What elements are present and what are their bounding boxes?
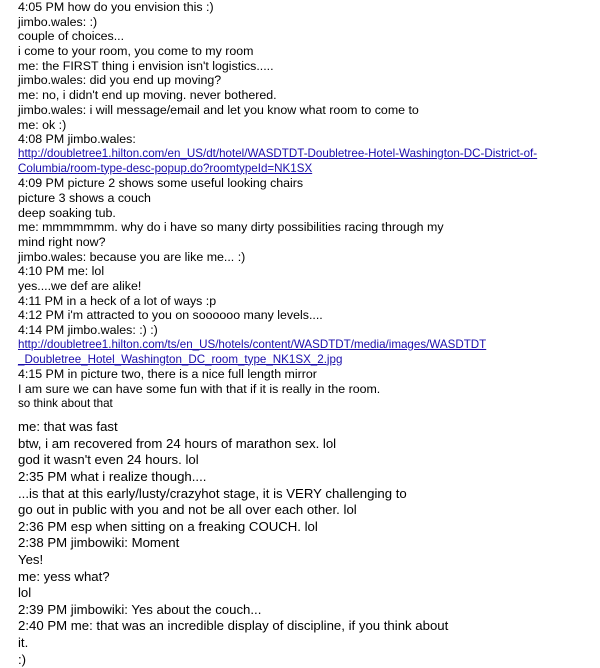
chat-line: I am sure we can have some fun with that if it is really in the room. bbox=[18, 381, 381, 396]
chat-line: ...is that at this early/lusty/crazyhot stage, it is VERY challenging to bbox=[18, 485, 407, 501]
chat-line-link bbox=[18, 338, 596, 353]
chat-transcript bbox=[18, 0, 596, 668]
chat-line-link bbox=[18, 162, 596, 177]
hotel-room-link-continued[interactable]: Columbia/room-type-desc-popup.do?roomtypeId=NK1SX bbox=[18, 161, 313, 175]
chat-line: 4:08 PM jimbo.wales: bbox=[18, 132, 136, 147]
chat-line: me: that was fast bbox=[18, 419, 118, 435]
chat-line: jimbo.wales: :) bbox=[18, 14, 98, 29]
chat-line: deep soaking tub. bbox=[18, 205, 116, 220]
chat-line: jimbo.wales: did you end up moving? bbox=[18, 73, 222, 88]
chat-line: jimbo.wales: i will message/email and let you know what room to come to bbox=[18, 102, 419, 117]
chat-line: 4:14 PM jimbo.wales: :) :) bbox=[18, 323, 158, 338]
chat-line: 2:35 PM what i realize though.... bbox=[18, 469, 207, 485]
chat-line: me: mmmmmmm. why do i have so many dirty possibilities racing through my bbox=[18, 220, 444, 235]
chat-line-link bbox=[18, 353, 596, 368]
hotel-image-link[interactable]: http://doubletree1.hilton.com/ts/en_US/hotels/content/WASDTDT/media/images/WASDTDT bbox=[18, 337, 487, 351]
hotel-room-link[interactable]: http://doubletree1.hilton.com/en_US/dt/hotel/WASDTDT-Doubletree-Hotel-Washington-DC-District-of- bbox=[18, 146, 538, 160]
chat-log-section-2 bbox=[18, 419, 596, 668]
chat-line: 4:12 PM i'm attracted to you on soooooo many levels.... bbox=[18, 308, 323, 323]
hotel-image-link-continued[interactable]: _Doubletree_Hotel_Washington_DC_room_type_NK1SX_2.jpg bbox=[18, 352, 343, 366]
chat-line: 2:40 PM me: that was an incredible display of discipline, if you think about bbox=[18, 618, 449, 634]
chat-line: 4:15 PM in picture two, there is a nice full length mirror bbox=[18, 367, 317, 382]
chat-line: god it wasn't even 24 hours. lol bbox=[18, 452, 199, 468]
chat-line: so think about that bbox=[18, 396, 113, 410]
chat-line: picture 3 shows a couch bbox=[18, 190, 151, 205]
chat-line: mind right now? bbox=[18, 235, 106, 249]
chat-log-section-1 bbox=[18, 0, 596, 411]
chat-line: me: no, i didn't end up moving. never bothered. bbox=[18, 88, 277, 103]
chat-line: :) bbox=[18, 651, 27, 667]
chat-line: me: the FIRST thing i envision isn't logistics..... bbox=[18, 58, 274, 73]
chat-line: it. bbox=[18, 634, 29, 650]
chat-line: i come to your room, you come to my room bbox=[18, 44, 254, 59]
chat-line: 2:39 PM jimbowiki: Yes about the couch... bbox=[18, 601, 262, 617]
chat-line: Yes! bbox=[18, 552, 44, 567]
chat-line: yes....we def are alike! bbox=[18, 279, 142, 294]
chat-line: me: yess what? bbox=[18, 568, 110, 584]
chat-line: 4:05 PM how do you envision this :) bbox=[18, 0, 214, 14]
chat-line: go out in public with you and not be all over each other. lol bbox=[18, 502, 357, 518]
chat-line: 4:11 PM in a heck of a lot of ways :p bbox=[18, 293, 217, 308]
chat-line: btw, i am recovered from 24 hours of marathon sex. lol bbox=[18, 435, 337, 451]
chat-line: jimbo.wales: because you are like me... :) bbox=[18, 249, 246, 264]
chat-line: 2:36 PM esp when sitting on a freaking COUCH. lol bbox=[18, 518, 318, 534]
chat-line: lol bbox=[18, 585, 32, 601]
chat-line-link bbox=[18, 147, 596, 162]
chat-line: me: ok :) bbox=[18, 117, 67, 132]
chat-line: 4:09 PM picture 2 shows some useful looking chairs bbox=[18, 176, 304, 191]
chat-line: 2:38 PM jimbowiki: Moment bbox=[18, 535, 180, 551]
chat-line: 4:10 PM me: lol bbox=[18, 264, 105, 279]
chat-line: couple of choices... bbox=[18, 29, 125, 44]
